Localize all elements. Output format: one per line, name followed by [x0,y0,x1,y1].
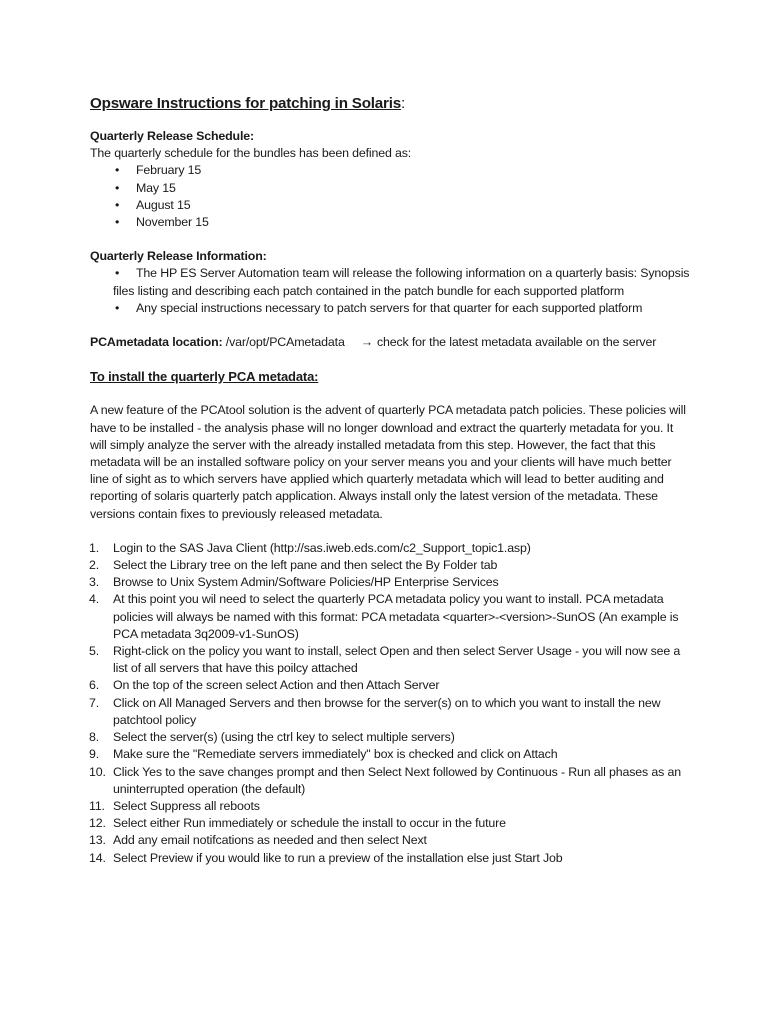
list-item [90,214,690,231]
schedule-date: February 15 [136,163,202,178]
information-item: The HP ES Server Automation team will release the following information on a quarterly basis: Synopsis files listing and describing each patch contained in the patch bundle for each supported platform [113,266,690,298]
schedule-date: November 15 [136,215,209,230]
step-number: 14. [89,850,106,865]
step-number: 13. [89,833,106,848]
information-heading: Quarterly Release Information: [90,249,267,264]
step-number: 1. [89,540,100,555]
step-number: 10. [89,764,106,779]
step-text: Right-click on the policy you want to install, select Open and then select Server Usage - you will now see a list of all servers that have this poilcy attached [113,644,681,676]
list-item [90,300,690,317]
step-number: 3. [89,575,100,590]
metadata-location-line [90,334,690,351]
list-item [90,162,690,179]
step-text: Select the Library tree on the left pane and then select the By Folder tab [113,558,498,573]
list-item [90,746,690,763]
metadata-location-path: /var/opt/PCAmetadata [225,335,345,350]
list-item [90,832,690,849]
step-number: 8. [89,730,100,745]
list-item [90,764,690,798]
step-number: 4. [89,592,100,607]
bullet-icon: • [115,197,120,212]
list-item [90,180,690,197]
schedule-intro: The quarterly schedule for the bundles has been defined as: [90,146,412,161]
step-number: 6. [89,678,100,693]
step-number: 11. [89,798,105,813]
schedule-date: May 15 [136,180,176,195]
list-item [90,557,690,574]
step-text: Select Preview if you would like to run a preview of the installation else just Start Job [113,850,563,865]
step-text: Select the server(s) (using the ctrl key to select multiple servers) [113,730,455,745]
list-item [90,574,690,591]
metadata-location-note: check for the latest metadata available on the server [376,335,657,350]
install-paragraph: A new feature of the PCAtool solution is the advent of quarterly PCA metadata patch policies. These policies will have to be installed - the analysis phase will no longer download and extract the quarterly metadata for you. It will simply analyze the server with the already installed metadata from this step. However, the fact that this metadata will be an installed software policy on your server means you and your clients will have much better line of sight as to which servers have applied which quarterly metadata which will lead to better auditing and reporting of solaris quarterly patch application. Always install only the latest version of the metadata. These versions contain fixes to previously released metadata. [90,403,686,521]
bullet-icon: • [115,180,120,195]
information-list [90,265,690,317]
step-text: On the top of the screen select Action and then Attach Server [113,678,440,693]
list-item [90,591,690,643]
document-title-text: Opsware Instructions for patching in Solaris [90,95,402,112]
document-content [90,94,690,867]
schedule-date: August 15 [136,197,191,212]
install-steps-list [90,540,690,867]
step-number: 5. [89,644,100,659]
metadata-location-label: PCAmetadata location: [90,335,223,350]
step-text: Select either Run immediately or schedule the install to occur in the future [113,816,506,831]
document-title-colon: : [401,95,406,112]
step-number: 2. [89,558,100,573]
list-item [90,815,690,832]
step-number: 12. [89,816,106,831]
list-item [90,677,690,694]
list-item [90,540,690,557]
list-item [90,197,690,214]
list-item [90,643,690,677]
schedule-date-list [90,162,690,231]
bullet-icon: • [115,266,120,281]
list-item [90,695,690,729]
information-item: Any special instructions necessary to patch servers for that quarter for each supported platform [136,300,643,315]
arrow-right-icon: → [360,335,373,350]
step-text: Login to the SAS Java Client (http://sas.iweb.eds.com/c2_Support_topic1.asp) [113,540,531,555]
step-text: At this point you wil need to select the quarterly PCA metadata policy you want to install. PCA metadata policies will always be named with this format: PCA metadata <quarter>-<version>-SunOS (An example is PCA metadata 3q2009-v1-SunOS) [113,592,679,641]
step-text: Make sure the "Remediate servers immediately" box is checked and click on Attach [113,747,558,762]
list-item [90,798,690,815]
step-number: 9. [89,747,100,762]
bullet-icon: • [115,163,120,178]
bullet-icon: • [115,215,120,230]
step-text: Add any email notifcations as needed and then select Next [113,833,427,848]
list-item [90,850,690,867]
bullet-icon: • [115,300,120,315]
step-text: Browse to Unix System Admin/Software Policies/HP Enterprise Services [113,575,499,590]
step-text: Click on All Managed Servers and then browse for the server(s) on to which you want to install the new patchtool policy [113,695,661,727]
step-text: Click Yes to the save changes prompt and then Select Next followed by Continuous - Run all phases as an uninterrupted operation (the default) [113,764,681,796]
list-item [90,729,690,746]
install-heading: To install the quarterly PCA metadata: [90,369,319,385]
document-title [90,94,690,114]
step-number: 7. [89,695,100,710]
list-item [90,265,690,299]
step-text: Select Suppress all reboots [113,798,260,813]
schedule-heading: Quarterly Release Schedule: [90,129,254,143]
